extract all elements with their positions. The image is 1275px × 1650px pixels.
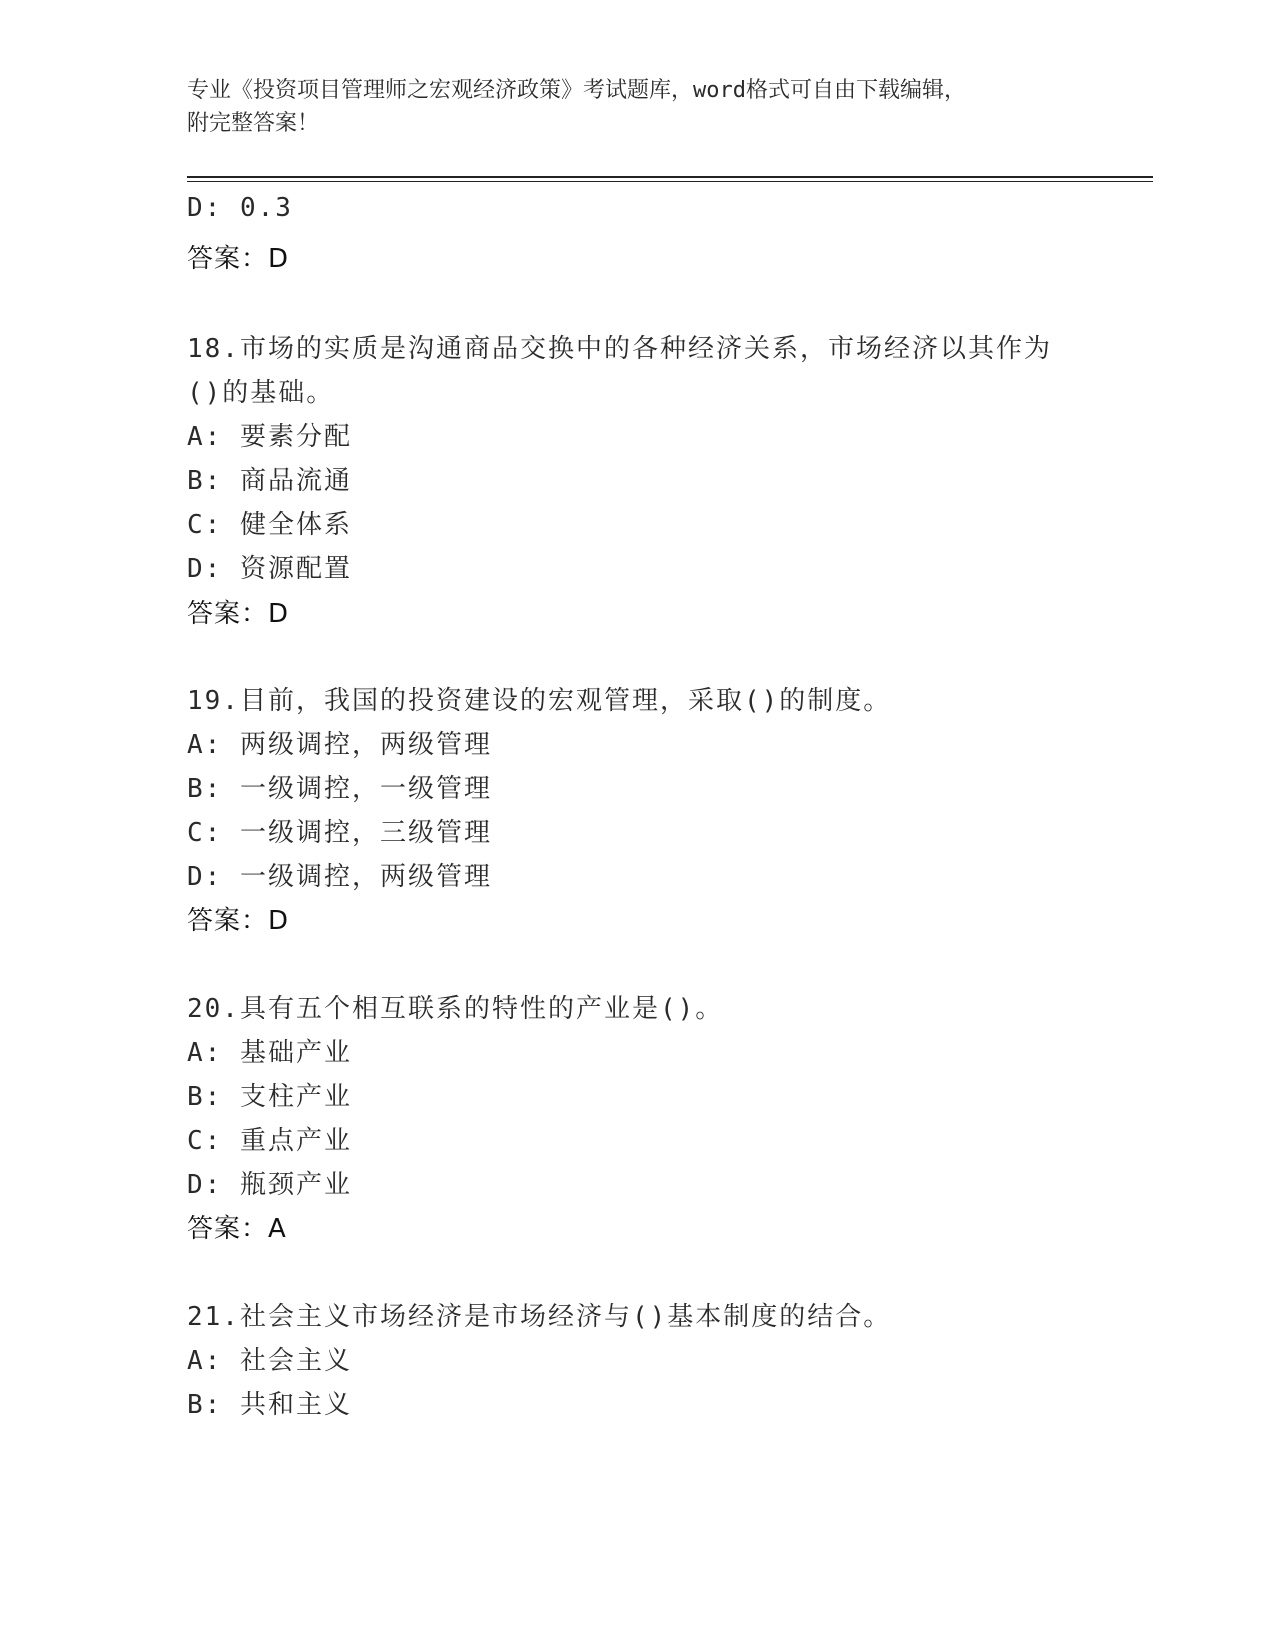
- q19-option-c: C: 一级调控，三级管理: [187, 818, 492, 848]
- prev-answer: 答案：D: [187, 244, 290, 274]
- q21-option-b: B: 共和主义: [187, 1390, 352, 1420]
- q20-option-d: D: 瓶颈产业: [187, 1170, 352, 1200]
- q20-option-a: A: 基础产业: [187, 1038, 352, 1068]
- q18-stem-line-1: 18.市场的实质是沟通商品交换中的各种经济关系，市场经济以其作为: [187, 334, 1052, 364]
- header-rule-thin: [187, 181, 1153, 182]
- prev-option-d: D: 0.3: [187, 193, 293, 223]
- q18-option-d: D: 资源配置: [187, 554, 352, 584]
- q19-option-d: D: 一级调控，两级管理: [187, 862, 492, 892]
- q18-option-b: B: 商品流通: [187, 466, 352, 496]
- q20-option-b: B: 支柱产业: [187, 1082, 352, 1112]
- q19-option-b: B: 一级调控，一级管理: [187, 774, 492, 804]
- q18-option-c: C: 健全体系: [187, 510, 352, 540]
- q18-stem-line-2: ()的基础。: [187, 378, 335, 408]
- q21-stem: 21.社会主义市场经济是市场经济与()基本制度的结合。: [187, 1302, 892, 1332]
- q18-answer: 答案：D: [187, 599, 290, 629]
- q20-stem: 20.具有五个相互联系的特性的产业是()。: [187, 994, 724, 1024]
- header-line-2: 附完整答案！: [187, 111, 320, 136]
- q19-answer: 答案：D: [187, 906, 290, 936]
- q19-stem: 19.目前，我国的投资建设的宏观管理，采取()的制度。: [187, 686, 892, 716]
- q18-option-a: A: 要素分配: [187, 422, 352, 452]
- header-rule: [187, 176, 1153, 178]
- q20-option-c: C: 重点产业: [187, 1126, 352, 1156]
- q21-option-a: A: 社会主义: [187, 1346, 352, 1376]
- q20-answer: 答案：A: [187, 1214, 287, 1244]
- header-line-1: 专业《投资项目管理师之宏观经济政策》考试题库，word格式可自由下载编辑，: [187, 78, 966, 103]
- q19-option-a: A: 两级调控，两级管理: [187, 730, 492, 760]
- document-header: [187, 74, 1107, 140]
